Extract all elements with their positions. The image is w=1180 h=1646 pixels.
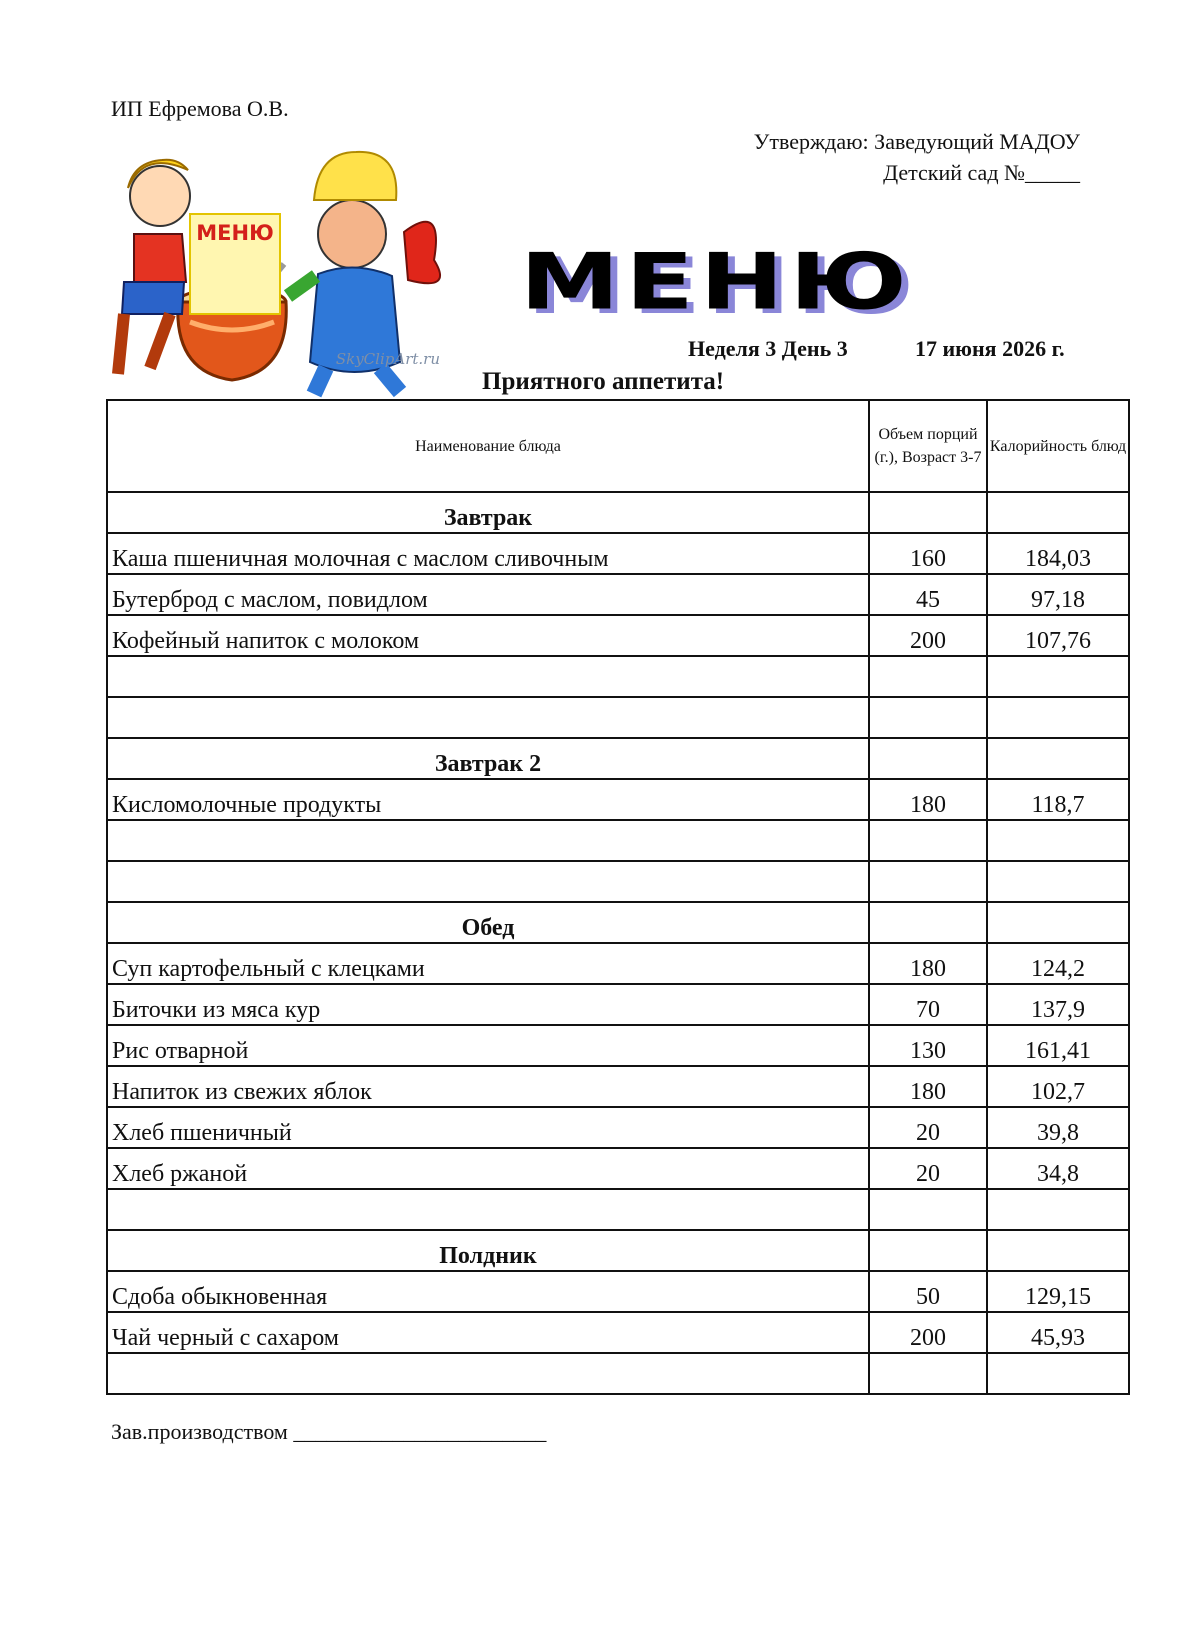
dish-name <box>107 1353 869 1394</box>
calories-cell <box>987 492 1129 533</box>
dish-name <box>107 820 869 861</box>
calories-cell: 137,9 <box>987 984 1129 1025</box>
menu-date: 17 июня 2026 г. <box>915 336 1065 361</box>
calories-cell: 161,41 <box>987 1025 1129 1066</box>
portion-cell <box>869 820 987 861</box>
portion-cell: 50 <box>869 1271 987 1312</box>
col-header-name: Наименование блюда <box>107 400 869 492</box>
table-row <box>107 1025 1129 1066</box>
dish-name: Напиток из свежих яблок <box>107 1066 869 1107</box>
section-row <box>107 738 1129 779</box>
portion-cell: 180 <box>869 1066 987 1107</box>
portion-cell <box>869 738 987 779</box>
dish-name: Хлеб пшеничный <box>107 1107 869 1148</box>
dish-name: Чай черный с сахаром <box>107 1312 869 1353</box>
menu-table-body <box>107 492 1129 1394</box>
table-row <box>107 779 1129 820</box>
dish-name <box>107 697 869 738</box>
table-row <box>107 1107 1129 1148</box>
section-row <box>107 1230 1129 1271</box>
clipart-sign-text: МЕНЮ <box>196 221 274 245</box>
signature-line: Зав.производством _______________________ <box>111 1419 547 1444</box>
dish-name <box>107 656 869 697</box>
portion-cell <box>869 656 987 697</box>
menu-title: МЕНЮ <box>520 236 913 328</box>
table-row <box>107 656 1129 697</box>
table-header-row <box>107 400 1129 492</box>
portion-cell <box>869 697 987 738</box>
calories-cell: 34,8 <box>987 1148 1129 1189</box>
table-row <box>107 820 1129 861</box>
portion-cell: 180 <box>869 943 987 984</box>
portion-cell: 20 <box>869 1148 987 1189</box>
dish-name: Рис отварной <box>107 1025 869 1066</box>
portion-cell <box>869 492 987 533</box>
portion-cell: 20 <box>869 1107 987 1148</box>
approval-line-1: Утверждаю: Заведующий МАДОУ <box>753 129 1080 154</box>
approval-block <box>754 126 1080 188</box>
calories-cell <box>987 1353 1129 1394</box>
calories-cell <box>987 1230 1129 1271</box>
calories-cell: 129,15 <box>987 1271 1129 1312</box>
portion-cell <box>869 1230 987 1271</box>
calories-cell: 118,7 <box>987 779 1129 820</box>
dish-name: Суп картофельный с клецками <box>107 943 869 984</box>
calories-cell <box>987 1189 1129 1230</box>
calories-cell: 184,03 <box>987 533 1129 574</box>
clipart-watermark: SkyClipArt.ru <box>335 350 440 368</box>
table-row <box>107 861 1129 902</box>
col-header-portion: Объем порций (г.), Возраст 3-7 <box>869 400 987 492</box>
calories-cell: 97,18 <box>987 574 1129 615</box>
table-row <box>107 1353 1129 1394</box>
table-row <box>107 943 1129 984</box>
menu-table <box>106 399 1130 1395</box>
portion-cell: 180 <box>869 779 987 820</box>
dish-name <box>107 861 869 902</box>
calories-cell <box>987 861 1129 902</box>
table-row <box>107 1271 1129 1312</box>
calories-cell <box>987 697 1129 738</box>
dish-name: Биточки из мяса кур <box>107 984 869 1025</box>
dish-name <box>107 1189 869 1230</box>
portion-cell <box>869 902 987 943</box>
calories-cell: 39,8 <box>987 1107 1129 1148</box>
portion-cell <box>869 861 987 902</box>
dish-name: Кофейный напиток с молоком <box>107 615 869 656</box>
calories-cell <box>987 820 1129 861</box>
portion-cell: 130 <box>869 1025 987 1066</box>
table-row <box>107 697 1129 738</box>
section-title: Завтрак <box>107 492 869 533</box>
portion-cell: 70 <box>869 984 987 1025</box>
portion-cell: 200 <box>869 1312 987 1353</box>
calories-cell: 45,93 <box>987 1312 1129 1353</box>
dish-name: Сдоба обыкновенная <box>107 1271 869 1312</box>
menu-clipart-image <box>104 142 460 404</box>
table-row <box>107 1066 1129 1107</box>
week-day: Неделя 3 День 3 <box>688 336 848 361</box>
table-row <box>107 1312 1129 1353</box>
calories-cell <box>987 738 1129 779</box>
portion-cell <box>869 1353 987 1394</box>
portion-cell: 45 <box>869 574 987 615</box>
col-header-calories: Калорийность блюд <box>987 400 1129 492</box>
portion-cell: 160 <box>869 533 987 574</box>
section-row <box>107 492 1129 533</box>
table-row <box>107 1189 1129 1230</box>
section-title: Обед <box>107 902 869 943</box>
table-row <box>107 533 1129 574</box>
appetite-wish: Приятного аппетита! <box>482 368 725 395</box>
table-row <box>107 615 1129 656</box>
table-row <box>107 1148 1129 1189</box>
provider-name: ИП Ефремова О.В. <box>111 96 289 121</box>
calories-cell <box>987 902 1129 943</box>
dish-name: Бутерброд с маслом, повидлом <box>107 574 869 615</box>
section-title: Завтрак 2 <box>107 738 869 779</box>
table-row <box>107 984 1129 1025</box>
dish-name: Каша пшеничная молочная с маслом сливочным <box>107 533 869 574</box>
approval-line-2: Детский сад №_____ <box>883 160 1080 185</box>
section-title: Полдник <box>107 1230 869 1271</box>
table-row <box>107 574 1129 615</box>
calories-cell <box>987 656 1129 697</box>
calories-cell: 102,7 <box>987 1066 1129 1107</box>
portion-cell <box>869 1189 987 1230</box>
calories-cell: 124,2 <box>987 943 1129 984</box>
calories-cell: 107,76 <box>987 615 1129 656</box>
dish-name: Кисломолочные продукты <box>107 779 869 820</box>
portion-cell: 200 <box>869 615 987 656</box>
section-row <box>107 902 1129 943</box>
dish-name: Хлеб ржаной <box>107 1148 869 1189</box>
